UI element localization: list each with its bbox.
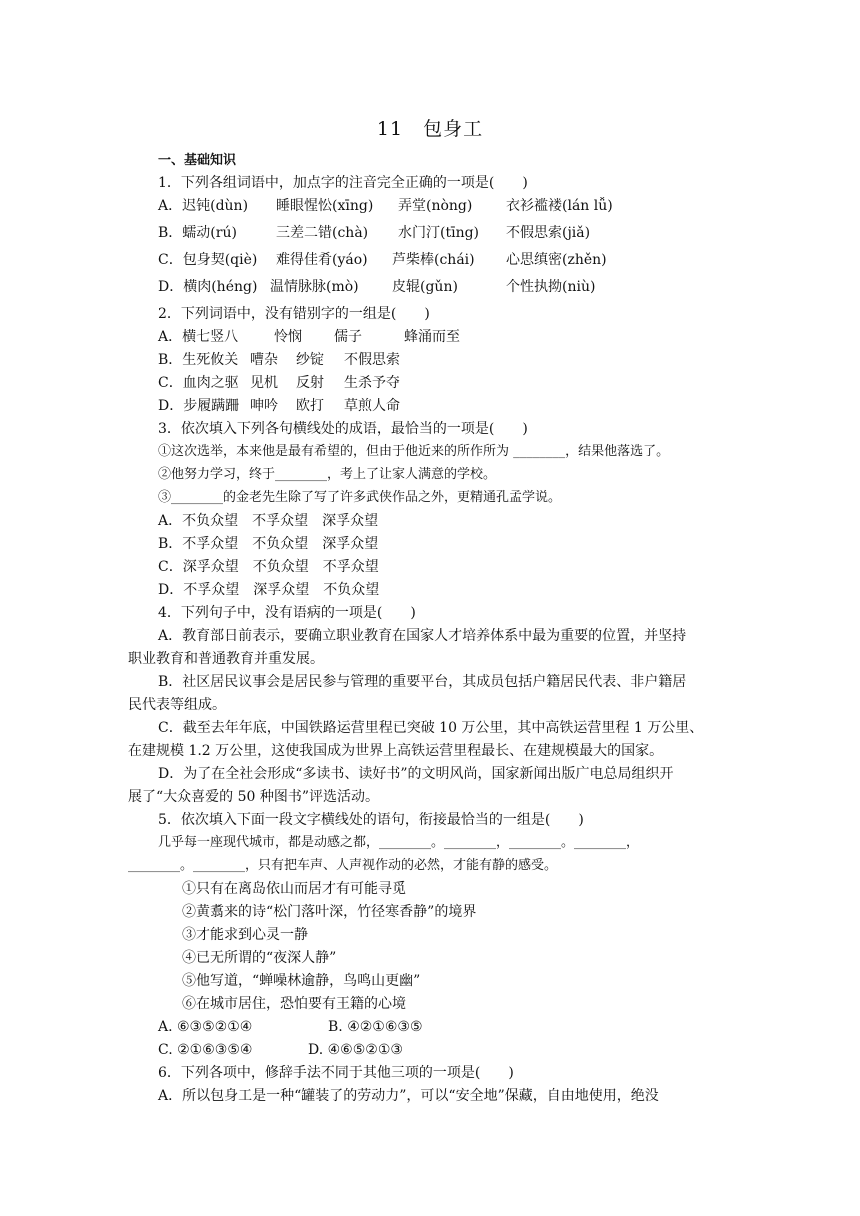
q1-option-c — [158, 249, 607, 271]
q1-stem: 1．下列各组词语中，加点字的注音完全正确的一项是( ) — [158, 175, 528, 191]
q3-option-c: C．深孚众望 不负众望 不孚众望 — [158, 559, 379, 575]
q1-a-4: 衣衫褴褛(lán lǚ) — [506, 198, 613, 214]
q2-a-4: 蜂涌而至 — [404, 329, 460, 345]
q2-option-a — [158, 326, 460, 348]
q2-b-2: 嘈杂 — [250, 352, 278, 368]
q1-option-a — [158, 195, 613, 217]
q2-d-2: 呻吟 — [250, 398, 278, 414]
q2-b-1: B．生死攸关 — [158, 352, 239, 368]
q1-d-2: 温情脉脉(mò) — [270, 279, 359, 295]
q2-stem: 2．下列词语中，没有错别字的一组是( ) — [158, 306, 430, 322]
q2-b-4: 不假思索 — [344, 352, 400, 368]
q1-d-3: 皮辊(gǔn) — [392, 279, 458, 295]
q1-c-1: C．包身契(qiè) — [158, 252, 258, 268]
q4-option-c-line2: 在建规模 1.2 万公里，这使我国成为世界上高铁运营里程最长、在建规模最大的国家。 — [128, 743, 664, 759]
q1-option-d — [158, 276, 595, 298]
q4-option-c-line1: C．截至去年年底，中国铁路运营里程已突破 10 万公里，其中高铁运营里程 1 万公里、 — [158, 720, 704, 736]
q6-option-a-line1: A．所以包身工是一种“罐装了的劳动力”，可以“安全地”保藏，自由地使用，绝没 — [158, 1088, 659, 1104]
q5-passage-line1: 几乎每一座现代城市，都是动感之都，________。________，________。________， — [158, 835, 640, 850]
q5-options-cd — [158, 1039, 403, 1061]
q1-c-4: 心思缜密(zhěn) — [506, 252, 607, 268]
q4-option-b-line2: 民代表等组成。 — [128, 697, 226, 713]
q1-d-1: D．横肉(héng) — [158, 279, 258, 295]
q3-sentence-2: ②他努力学习，终于________，考上了让家人满意的学校。 — [158, 467, 497, 482]
q3-option-a: A．不负众望 不孚众望 深孚众望 — [158, 513, 379, 529]
q5-item-1: ①只有在离岛依山而居才有可能寻觅 — [182, 881, 406, 897]
q3-stem: 3．依次填入下列各句横线处的成语，最恰当的一项是( ) — [158, 421, 528, 437]
q2-option-d — [158, 395, 400, 417]
q4-option-d-line2: 展了“大众喜爱的 50 种图书”评选活动。 — [128, 789, 380, 805]
q1-b-2: 三差二错(chà) — [276, 225, 369, 241]
q1-d-4: 个性执拗(niù) — [506, 279, 596, 295]
q1-a-3: 弄堂(nòng) — [398, 198, 473, 214]
q1-a-2: 睡眼惺忪(xīng) — [276, 198, 374, 214]
q4-option-a-line2: 职业教育和普通教育并重发展。 — [128, 651, 324, 667]
q5-item-4: ④已无所谓的“夜深人静” — [182, 950, 337, 966]
q2-d-3: 欧打 — [296, 398, 324, 414]
q1-b-1: B．蠕动(rú) — [158, 225, 237, 241]
q2-c-1: C．血肉之驱 — [158, 375, 239, 391]
q2-d-1: D．步履蹒跚 — [158, 398, 240, 414]
q5-item-6: ⑥在城市居住，恐怕要有王籍的心境 — [182, 996, 406, 1012]
q5-option-b: B. ④②①⑥③⑤ — [328, 1019, 423, 1035]
q1-option-b — [158, 222, 590, 244]
q5-item-5: ⑤他写道，“蝉噪林逾静，鸟鸣山更幽” — [182, 973, 421, 989]
section-heading: 一、基础知识 — [158, 153, 237, 168]
q3-sentence-3: ③________的金老先生除了写了许多武侠作品之外，更精通孔孟学说。 — [158, 490, 562, 505]
q2-c-4: 生杀予夺 — [344, 375, 400, 391]
q4-option-b-line1: B．社区居民议事会是居民参与管理的重要平台，其成员包括户籍居民代表、非户籍居 — [158, 674, 687, 690]
q1-b-4: 不假思索(jiǎ) — [506, 225, 591, 241]
page-title: 11 包身工 — [376, 118, 484, 140]
q3-option-b: B．不孚众望 不负众望 深孚众望 — [158, 536, 379, 552]
q5-options-ab — [158, 1016, 423, 1038]
q1-c-2: 难得佳肴(yáo) — [276, 252, 368, 268]
q2-a-2: 怜悯 — [274, 329, 302, 345]
q5-passage-line2: ________。________，只有把车声、人声视作动的必然，才能有静的感受。 — [128, 858, 558, 873]
q6-stem: 6．下列各项中，修辞手法不同于其他三项的一项是( ) — [158, 1065, 514, 1081]
q3-option-d: D．不孚众望 深孚众望 不负众望 — [158, 582, 380, 598]
q2-a-3: 儒子 — [334, 329, 362, 345]
q2-a-1: A．横七竖八 — [158, 329, 239, 345]
q5-option-a: A. ⑥③⑤②①④ — [158, 1019, 253, 1035]
q1-c-3: 芦柴棒(chái) — [392, 252, 475, 268]
q1-a-1: A．迟钝(dùn) — [158, 198, 249, 214]
q4-option-d-line1: D．为了在全社会形成“多读书、读好书”的文明风尚，国家新闻出版广电总局组织开 — [158, 766, 674, 782]
q5-option-c: C. ②①⑥③⑤④ — [158, 1042, 253, 1058]
q1-b-3: 水门汀(tīng) — [398, 225, 480, 241]
q2-b-3: 纱锭 — [296, 352, 324, 368]
q2-c-2: 见机 — [250, 375, 278, 391]
q4-stem: 4．下列句子中，没有语病的一项是( ) — [158, 605, 416, 621]
q5-item-3: ③才能求到心灵一静 — [182, 927, 308, 943]
q5-option-d: D. ④⑥⑤②①③ — [308, 1042, 403, 1058]
q2-d-4: 草煎人命 — [344, 398, 400, 414]
q2-c-3: 反射 — [296, 375, 324, 391]
q5-stem: 5．依次填入下面一段文字横线处的语句，衔接最恰当的一组是( ) — [158, 812, 584, 828]
q3-sentence-1: ①这次选举，本来他是最有希望的，但由于他近来的所作所为 ________，结果他落选了。 — [158, 444, 670, 459]
q4-option-a-line1: A．教育部日前表示，要确立职业教育在国家人才培养体系中最为重要的位置，并坚持 — [158, 628, 687, 644]
q2-option-b — [158, 349, 400, 371]
q5-item-2: ②黄翥来的诗“松门落叶深，竹径寒香静”的境界 — [182, 904, 477, 920]
q2-option-c — [158, 372, 400, 394]
